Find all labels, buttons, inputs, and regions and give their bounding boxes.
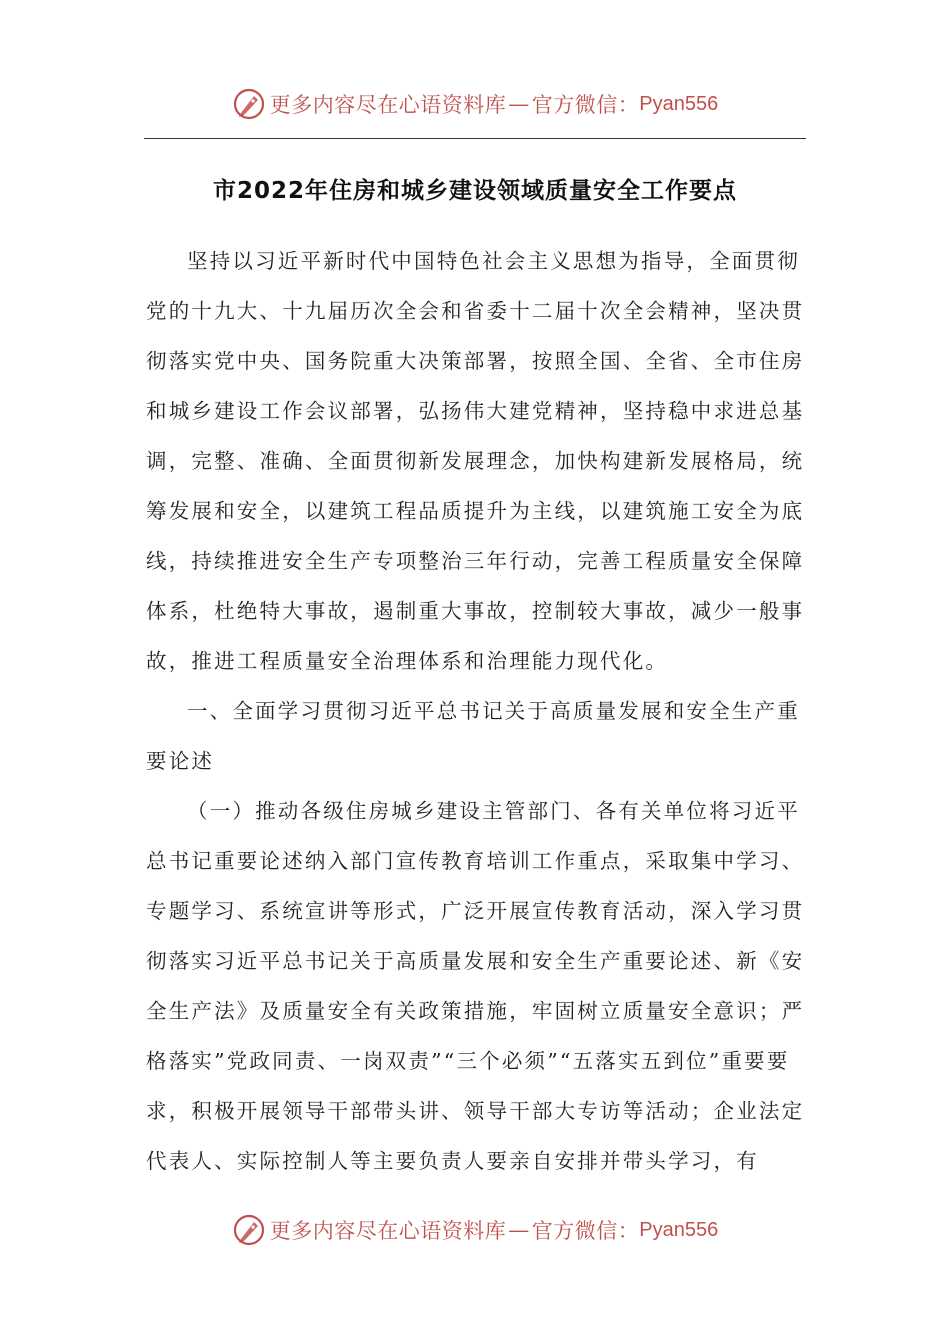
banner-text: 更多内容尽在心语资料库 <box>269 1219 507 1243</box>
pen-nib-logo-icon <box>232 87 266 121</box>
footer-banner <box>0 1210 950 1250</box>
document-title: 市2022年住房和城乡建设领域质量安全工作要点 <box>212 178 737 204</box>
section-heading: 一、全面学习贯彻习近平总书记关于高质量发展和安全生产重要论述 <box>146 699 800 773</box>
pen-nib-logo-icon <box>232 1213 266 1247</box>
banner-label: 官方微信： <box>531 93 640 117</box>
banner-separator: — <box>508 92 530 116</box>
header-divider <box>144 138 806 139</box>
paragraph: （一）推动各级住房城乡建设主管部门、各有关单位将习近平总书记重要论述纳入部门宣传教育培训工作重点，采取集中学习、专题学习、系统宣讲等形式，广泛开展宣传教育活动，深入学习贯彻落实习近平总书记关于高质量发展和安全生产重要论述、新《安全生产法》及质量安全有关政策措施，牢固树立质量安全意识；严格落实”党政同责、一岗双责”“三个必须”“五落实五到位”重要要求，积极开展领导干部带头讲、领导干部大专访等活动；企业法定代表人、实际控制人等主要负责人要亲自安排并带头学习，有 <box>146 799 805 1173</box>
banner-handle: Pyan556 <box>639 92 719 115</box>
banner-text: 更多内容尽在心语资料库 <box>269 93 507 117</box>
banner-separator: — <box>508 1218 530 1242</box>
banner-label: 官方微信： <box>531 1219 640 1243</box>
header-banner <box>0 84 950 124</box>
document-body <box>146 236 806 1186</box>
banner-handle: Pyan556 <box>639 1218 719 1241</box>
paragraph: 坚持以习近平新时代中国特色社会主义思想为指导，全面贯彻党的十九大、十九届历次全会和省委十二届十次全会精神，坚决贯彻落实党中央、国务院重大决策部署，按照全国、全省、全市住房和城乡建设工作会议部署，弘扬伟大建党精神，坚持稳中求进总基调，完整、准确、全面贯彻新发展理念，加快构建新发展格局，统筹发展和安全，以建筑工程品质提升为主线，以建筑施工安全为底线，持续推进安全生产专项整治三年行动，完善工程质量安全保障体系，杜绝特大事故，遏制重大事故，控制较大事故，减少一般事故，推进工程质量安全治理体系和治理能力现代化。 <box>146 249 805 673</box>
